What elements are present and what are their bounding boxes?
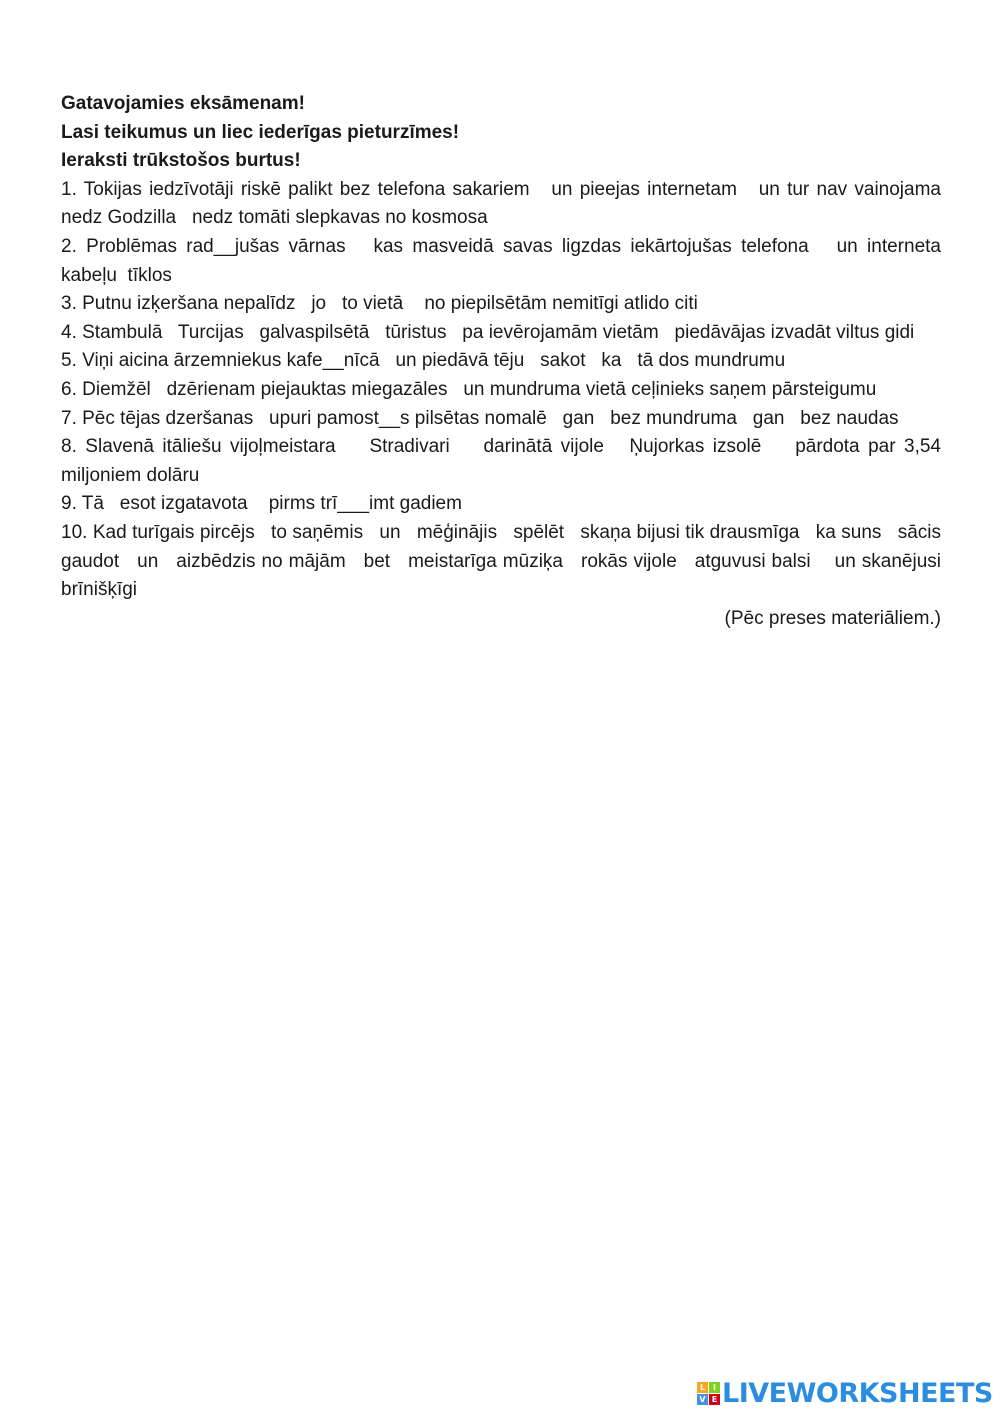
logo-square-v: V <box>697 1394 708 1405</box>
exercise-item-7: 7. Pēc tējas dzeršanas upuri pamost__s pilsētas nomalē gan bez mundruma gan bez naudas <box>61 407 899 429</box>
exercise-list <box>61 176 957 605</box>
exercise-item-3: 3. Putnu izķeršana nepalīdz jo to vietā no piepilsētām nemitīgi atlido citi <box>61 293 698 315</box>
heading-title: Gatavojamies eksāmenam! <box>61 93 305 114</box>
exercise-item-2: 2. Problēmas rad__jušas vārnas kas masveidā savas ligzdas iekārtojušas telefona un interneta kabeļu tīklos <box>61 235 947 286</box>
exercise-item-10: 10. Kad turīgais pircējs to saņēmis un mēģinājis spēlēt skaņa bijusi tik drausmīga ka suns sācis gaudot un aizbēdzis no mājām bet meistarīga mūziķa rokās vijole atguvusi balsi un skanējusi brīnišķīgi <box>61 521 947 601</box>
liveworksheets-logo-icon <box>697 1382 720 1405</box>
worksheet-page <box>61 90 957 633</box>
liveworksheets-logo <box>697 1378 993 1408</box>
source-note: (Pēc preses materiāliem.) <box>724 607 941 629</box>
logo-square-i: i <box>709 1382 720 1393</box>
exercise-item-6: 6. Diemžēl dzērienam piejauktas miegazāles un mundruma vietā ceļinieks saņem pārsteigumu <box>61 378 877 400</box>
logo-square-l: L <box>697 1382 708 1393</box>
heading-instruction-letters: Ieraksti trūkstošos burtus! <box>61 150 301 172</box>
exercise-item-9: 9. Tā esot izgatavota pirms trī___imt gadiem <box>61 493 462 515</box>
exercise-item-8: 8. Slavenā itāliešu vijoļmeistara Stradivari darinātā vijole Ņujorkas izsolē pārdota par 3,54 miljoniem dolāru <box>61 436 957 486</box>
exercise-item-4: 4. Stambulā Turcijas galvaspilsētā tūristus pa ievērojamām vietām piedāvājas izvadāt viltus gidi <box>61 321 915 343</box>
exercise-item-1: 1. Tokijas iedzīvotāji riskē palikt bez telefona sakariem un pieejas internetam un tur nav vainojama nedz Godzilla nedz tomāti slepkavas no kosmosa <box>61 178 957 229</box>
liveworksheets-logo-text: LIVEWORKSHEETS <box>722 1377 993 1409</box>
logo-square-e: E <box>709 1394 720 1405</box>
exercise-item-5: 5. Viņi aicina ārzemniekus kafe__nīcā un piedāvā tēju sakot ka tā dos mundrumu <box>61 350 786 372</box>
heading-instruction-punctuation: Lasi teikumus un liec iederīgas pieturzīmes! <box>61 121 460 143</box>
